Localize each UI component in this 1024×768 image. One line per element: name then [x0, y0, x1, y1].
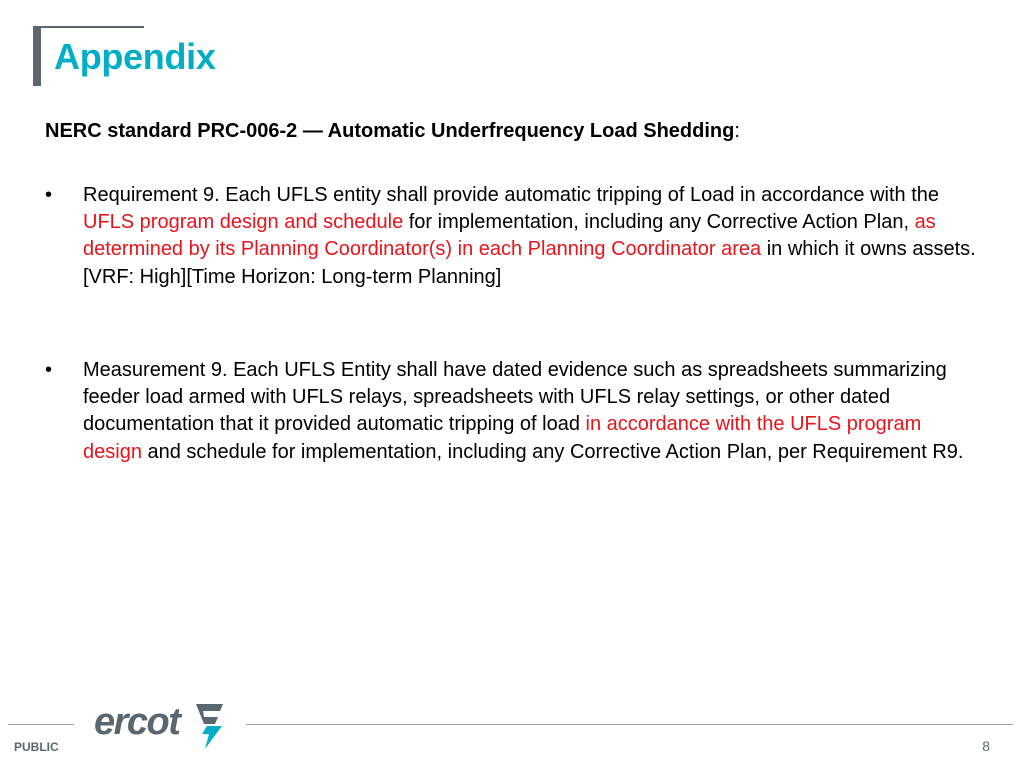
requirement-highlight-2: as determined by its Planning Coordinator(s) in each Planning Coordinator area [83, 211, 936, 261]
title-top-rule [41, 26, 144, 28]
page-number: 8 [982, 738, 990, 754]
requirement-highlight-1: UFLS program design and schedule [83, 211, 404, 234]
subheading-bold-text: NERC standard PRC-006-2 — Automatic Underfrequency Load Shedding [45, 120, 735, 142]
measurement-text-2: and schedule for implementation, including any Corrective Action Plan, per Requirement R9. [141, 440, 964, 463]
subheading-colon: : [734, 120, 740, 142]
bullet-mark: • [45, 359, 53, 381]
ercot-bolt-icon [192, 702, 226, 750]
classification-label: PUBLIC [14, 740, 59, 754]
requirement-text-1: Requirement 9. Each UFLS entity shall provide automatic tripping of Load in accordance with the [83, 184, 940, 206]
bullet-item-requirement-9 [45, 182, 985, 291]
bullet-list-measurement [45, 357, 985, 466]
footer-divider-left [8, 724, 74, 725]
measurement-highlight-1: in accordance with the UFLS program design [83, 413, 922, 463]
bullet-list-requirement [45, 182, 985, 291]
ercot-wordmark: ercot [94, 701, 180, 743]
title-accent-bar [33, 26, 41, 86]
requirement-text-2: for implementation, including any Corrective Action Plan, [403, 211, 915, 234]
footer-divider-right [246, 724, 1013, 725]
bullet-item-measurement-9 [45, 357, 985, 466]
slide-title: Appendix [54, 36, 216, 77]
measurement-text-1: Measurement 9. Each UFLS Entity shall have dated evidence such as spreadsheets summarizing feeder load armed with UFLS relays, spreadsheets with UFLS relay settings, or other dated documentation that it provided automatic tripping of load [83, 359, 947, 436]
ercot-logo [94, 700, 230, 752]
requirement-text-3: in which it owns assets. [VRF: High][Time Horizon: Long-term Planning] [83, 238, 976, 288]
subheading [45, 118, 740, 144]
bullet-mark: • [45, 184, 53, 206]
